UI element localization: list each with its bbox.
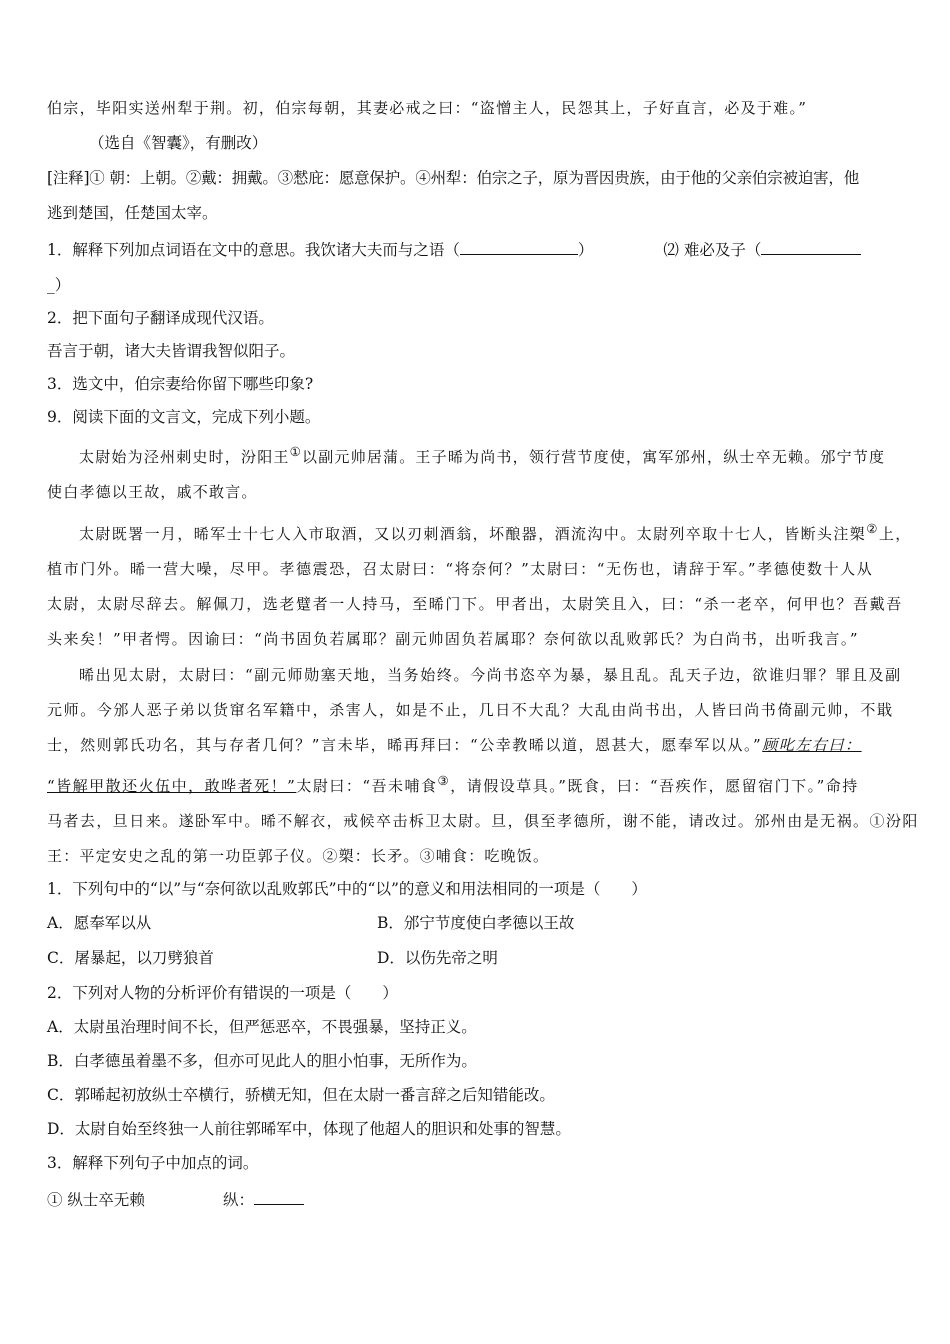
passage-text: ，请假设草具。”既食，曰：“吾疾作，愿留宿门下。”命持: [450, 777, 859, 795]
sub-question-1: 1．下列句中的“以”与“奈何欲以乱败郭氏”中的“以”的意义和用法相同的一项是（ ）: [47, 880, 647, 898]
document-page: [47, 98, 919, 1211]
question-8-3: 3．选文中，伯宗妻给你留下哪些印象?: [47, 375, 314, 393]
option-d[interactable]: D．以伤先帝之明: [377, 949, 498, 967]
option-b[interactable]: B．邠宁节度使白孝德以王故: [377, 914, 575, 932]
question-text: ⑵ 难必及子（: [663, 241, 762, 259]
passage-line: 马者去，旦日来。遂卧军中。晞不解衣，戒候卒击柝卫太尉。旦，俱至孝德所，谢不能，请改过。邠州由是无祸。①汾阳: [47, 812, 919, 830]
answer-blank[interactable]: [460, 238, 578, 255]
option-c[interactable]: C．屠暴起，以刀劈狼首: [47, 949, 214, 967]
underlined-sentence: “皆解甲散还火伍中，敢哗者死！”: [47, 777, 297, 795]
question-text: 1．解释下列加点词语在文中的意思。我饮诸大夫而与之语（: [47, 241, 460, 259]
passage-line: 元师。今邠人恶子弟以货窜名军籍中，杀害人，如是不止，几日不大乱？大乱由尚书出，人皆曰尚书倚副元帅，不戢: [47, 701, 894, 719]
passage-line: [47, 770, 907, 797]
option-b[interactable]: B．白孝德虽着墨不多，但亦可见此人的胆小怕事，无所作为。: [47, 1052, 477, 1070]
question-9-intro: 9．阅读下面的文言文，完成下列小题。: [47, 408, 321, 426]
options-row: [47, 948, 907, 969]
passage-line: 头来矣！”甲者愕。因谕曰：“尚书固负若属耶？副元帅固负若属耶？奈何欲以乱败郭氏？为白尚书，出听我言。”: [47, 630, 860, 648]
passage-line: [47, 441, 907, 468]
passage-line: [47, 735, 907, 756]
footnote-marker: ①: [289, 444, 303, 459]
passage-text: 太尉曰：“吾未哺食: [296, 777, 438, 795]
option-c[interactable]: C．郭晞起初放纵士卒横行，骄横无知，但在太尉一番言辞之后知错能改。: [47, 1086, 555, 1104]
passage-text: 士，然则郭氏功名，其与存者几何？”言未毕，晞再拜曰：“公幸教晞以道，恩甚大，愿奉军以从。”: [47, 736, 763, 754]
passage-text: 太尉始为泾州刺史时，汾阳王: [79, 448, 290, 466]
item-label: 纵：: [222, 1191, 254, 1209]
note-line: [注释]① 朝：上朝。②戴：拥戴。③憖庇：愿意保护。④州犁：伯宗之子，原为晋因贵族，由于他的父亲伯宗被迫害，他: [47, 169, 860, 187]
passage-text: 上，: [878, 525, 912, 543]
translate-sentence: 吾言于朝，诸大夫皆谓我智似阳子。: [47, 342, 296, 360]
passage-source: （选自《智囊》，有删改）: [89, 134, 268, 152]
underlined-sentence: 顾叱左右曰：: [762, 736, 862, 754]
passage-line: 太尉，太尉尽辞去。解佩刀，选老躄者一人持马，至晞门下。甲者出，太尉笑且入，曰：“杀一老卒，何甲也？吾戴吾: [47, 595, 903, 613]
option-a[interactable]: A．愿奉军以从: [47, 914, 152, 932]
passage-line: 晞出见太尉，太尉曰：“副元师勋塞天地，当务始终。今尚书恣卒为暴，暴且乱。乱天子边，欲谁归罪？罪且及副: [79, 666, 902, 684]
footnote-marker: ③: [437, 773, 451, 788]
options-row: [47, 913, 907, 934]
passage-line: 伯宗，毕阳实送州犁于荆。初，伯宗每朝，其妻必戒之曰：“盗憎主人，民怨其上，子好直言，必及于难。”: [47, 99, 808, 117]
answer-blank[interactable]: [761, 238, 861, 255]
question-8-2: 2．把下面句子翻译成现代汉语。: [47, 309, 274, 327]
item-text: ① 纵士卒无赖: [47, 1191, 145, 1209]
sub-question-3: 3．解释下列句子中加点的词。: [47, 1154, 259, 1172]
passage-line: 使白孝德以王故，戚不敢言。: [47, 483, 258, 501]
sub-question-3-item: [47, 1188, 907, 1211]
sub-question-2: 2．下列对人物的分析评价有错误的一项是（ ）: [47, 984, 398, 1002]
answer-blank[interactable]: [254, 1188, 304, 1205]
passage-text: 以副元帅居蒲。王子晞为尚书，领行营节度使，寓军邠州，纵士卒无赖。邠宁节度: [302, 448, 886, 466]
option-d[interactable]: D．太尉自始至终独一人前往郭晞军中，体现了他超人的胆识和处事的智慧。: [47, 1120, 571, 1138]
question-wrap: _）: [47, 276, 71, 294]
question-8-1: [47, 238, 907, 261]
passage-line: 植市门外。晞一营大噪，尽甲。孝德震恐，召太尉曰：“将奈何？”太尉曰：“无伤也，请辞于军。”孝德使数十人从: [47, 560, 874, 578]
question-bracket: ）: [577, 241, 594, 259]
footnote-marker: ②: [866, 521, 879, 536]
passage-line: [47, 518, 912, 545]
passage-line: 王：平定安史之乱的第一功臣郭子仪。②槊：长矛。③哺食：吃晚饭。: [47, 847, 550, 865]
option-a[interactable]: A．太尉虽治理时间不长，但严惩恶卒，不畏强暴，坚持正义。: [47, 1018, 477, 1036]
note-line: 逃到楚国，任楚国太宰。: [47, 204, 218, 222]
passage-text: 太尉既署一月，晞军士十七人入市取酒，又以刃刺酒翁，坏酿器，酒流沟中。太尉列卒取十七人，皆断头注槊: [79, 525, 867, 543]
